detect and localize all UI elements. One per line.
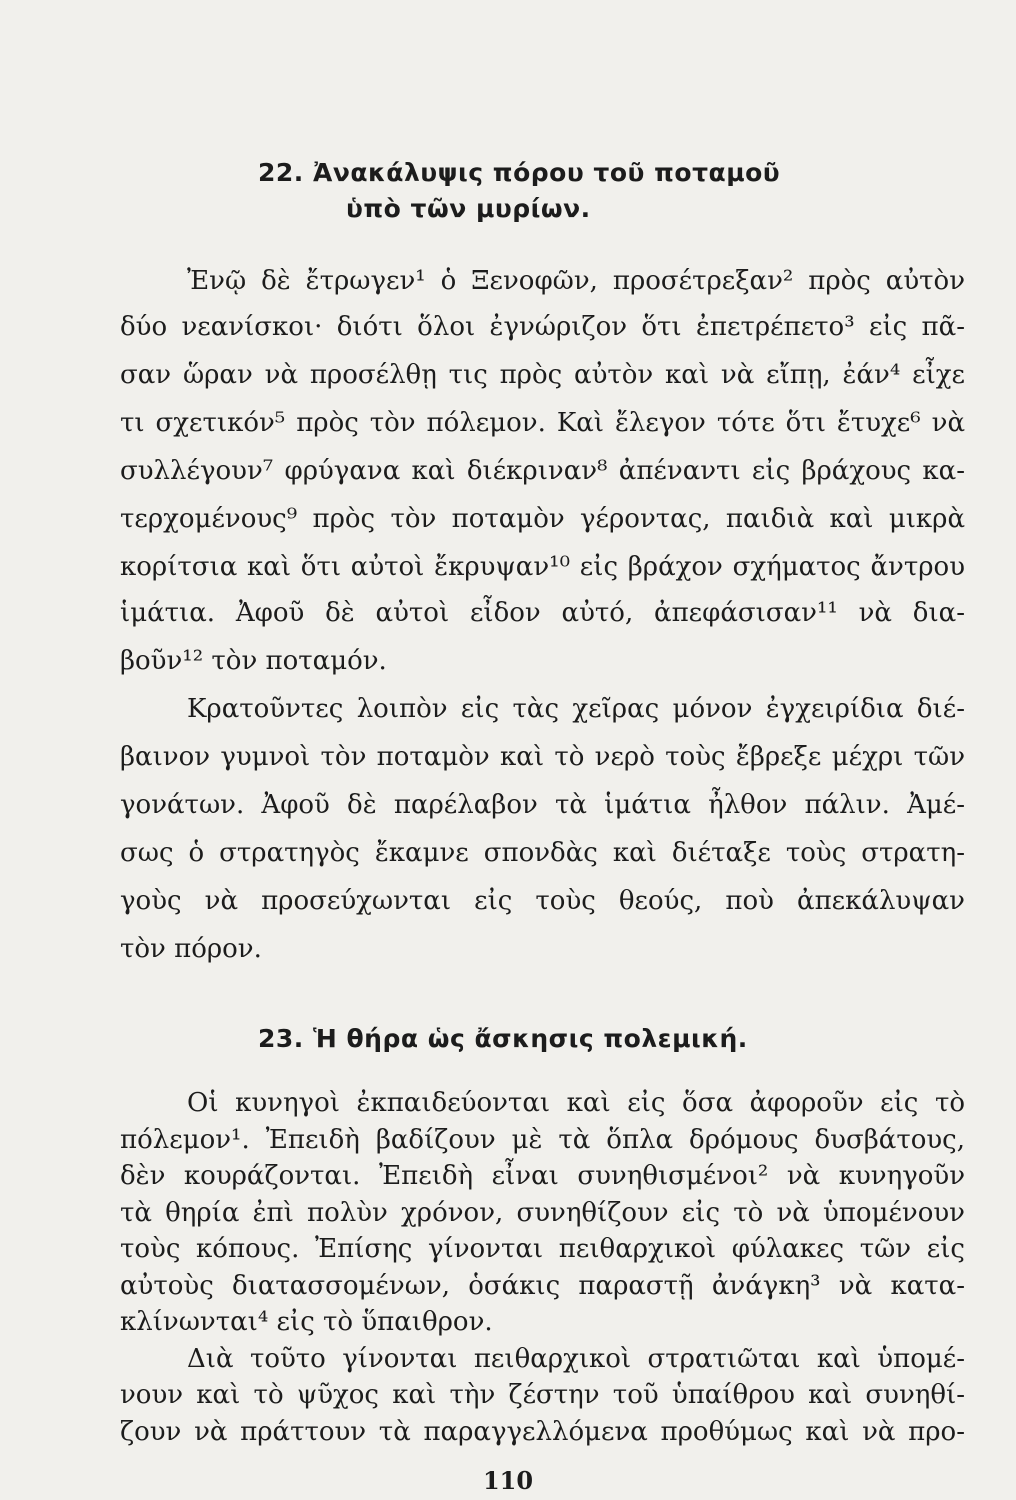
body-line: κλίνωνται⁴ εἰς τὸ ὕπαιθρον.	[120, 1307, 493, 1337]
body-line: δύο νεανίσκοι· διότι ὅλοι ἐγνώριζον ὅτι ἐπετρέπετο³ εἰς πᾶ-	[120, 312, 965, 342]
body-line: κορίτσια καὶ ὅτι αὐτοὶ ἔκρυψαν¹⁰ εἰς βράχον σχήματος ἄντρου	[120, 552, 965, 582]
body-line: γονάτων. Ἀφοῦ δὲ παρέλαβον τὰ ἱμάτια ἦλθον πάλιν. Ἀμέ-	[120, 790, 965, 820]
body-line: τὸν πόρον.	[120, 934, 262, 964]
body-line: Διὰ τοῦτο γίνονται πειθαρχικοὶ στρατιῶται καὶ ὑπομέ-	[187, 1343, 965, 1374]
body-line: συλλέγουν⁷ φρύγανα καὶ διέκριναν⁸ ἀπέναντι εἰς βράχους κα-	[120, 456, 965, 486]
body-line: πόλεμον¹. Ἐπειδὴ βαδίζουν μὲ τὰ ὅπλα δρόμους δυσβάτους,	[120, 1124, 965, 1155]
body-line: ἱμάτια. Ἀφοῦ δὲ αὐτοὶ εἶδον αὐτό, ἀπεφάσισαν¹¹ νὰ δια-	[120, 598, 965, 628]
body-line: τὰ θηρία ἐπὶ πολὺν χρόνον, συνηθίζουν εἰς τὸ νὰ ὑπομένουν	[120, 1197, 965, 1228]
body-line: δὲν κουράζονται. Ἐπειδὴ εἶναι συνηθισμένοι² νὰ κυνηγοῦν	[120, 1161, 965, 1191]
body-line: τι σχετικόν⁵ πρὸς τὸν πόλεμον. Καὶ ἔλεγον τότε ὅτι ἔτυχε⁶ νὰ	[120, 408, 965, 438]
body-line: τοὺς κόπους. Ἐπίσης γίνονται πειθαρχικοὶ φύλακες τῶν εἰς	[120, 1234, 965, 1264]
body-line: Ἐνῷ δὲ ἔτρωγεν¹ ὁ Ξενοφῶν, προσέτρεξαν² πρὸς αὐτὸν	[187, 266, 965, 296]
body-line: ζουν νὰ πράττουν τὰ παραγγελλόμενα προθύμως καὶ νὰ προ-	[120, 1416, 965, 1447]
body-line: Οἱ κυνηγοὶ ἐκπαιδεύονται καὶ εἰς ὅσα ἀφοροῦν εἰς τὸ	[187, 1088, 965, 1118]
body-line: τερχομένους⁹ πρὸς τὸν ποταμὸν γέροντας, παιδιὰ καὶ μικρὰ	[120, 504, 965, 534]
body-line: βαινον γυμνοὶ τὸν ποταμὸν καὶ τὸ νερὸ τοὺς ἔβρεξε μέχρι τῶν	[120, 742, 965, 772]
page-number: 110	[482, 1466, 534, 1495]
section-23-heading: 23. Ἡ θήρα ὡς ἄσκησις πολεμική.	[258, 1024, 748, 1053]
section-22-heading-line1: 22. Ἀνακάλυψις πόρου τοῦ ποταμοῦ	[258, 158, 781, 187]
body-line: νουν καὶ τὸ ψῦχος καὶ τὴν ζέστην τοῦ ὑπαίθρου καὶ συνηθί-	[120, 1380, 965, 1410]
body-line: αὐτοὺς διατασσομένων, ὁσάκις παραστῇ ἀνάγκη³ νὰ κατα-	[120, 1270, 965, 1301]
body-line: βοῦν¹² τὸν ποταμόν.	[120, 646, 387, 676]
body-line: σως ὁ στρατηγὸς ἔκαμνε σπονδὰς καὶ διέταξε τοὺς στρατη-	[120, 838, 965, 868]
section-22-heading-line2: ὑπὸ τῶν μυρίων.	[346, 194, 591, 223]
body-line: σαν ὥραν νὰ προσέλθῃ τις πρὸς αὐτὸν καὶ νὰ εἴπῃ, ἐάν⁴ εἶχε	[120, 360, 965, 390]
body-line: Κρατοῦντες λοιπὸν εἰς τὰς χεῖρας μόνον ἐγχειρίδια διέ-	[187, 694, 965, 724]
body-line: γοὺς νὰ προσεύχωνται εἰς τοὺς θεούς, ποὺ ἀπεκάλυψαν	[120, 886, 965, 916]
